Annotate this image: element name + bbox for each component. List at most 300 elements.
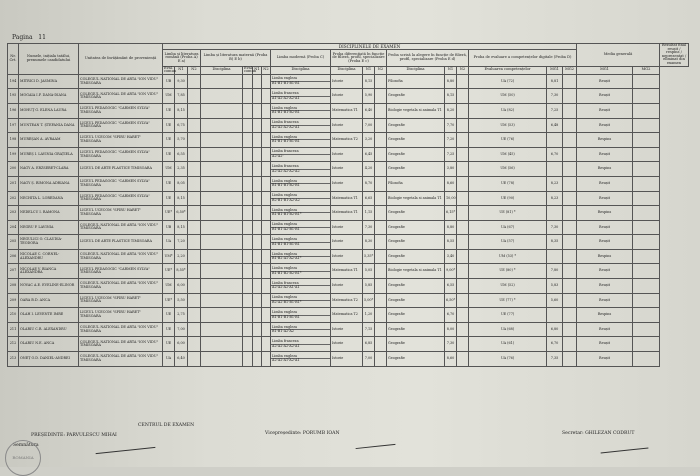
sub-eval-materna: Eval. comun [244, 65, 257, 74]
row-n2-profil [375, 147, 387, 162]
row-mg1 [547, 162, 563, 177]
row-n1-materna [253, 118, 262, 133]
row-n2-romana [188, 249, 201, 264]
row-n2-materna [262, 191, 271, 206]
row-school: LICEUL UCECOM "SPIRU HARET" TIMISOARA [79, 293, 163, 308]
row-language: Limba engleza [272, 324, 298, 329]
row-language-levels: A2-A2-A2-A2-A2 [271, 169, 330, 174]
row-n2-profil [375, 322, 387, 337]
row-disc-profil: Istorie [331, 352, 363, 367]
row-eval-materna [243, 220, 253, 235]
row-n2-profil [375, 74, 387, 89]
table-row [8, 103, 689, 118]
row-result: Reușit [577, 176, 633, 191]
row-disc-alegere: Biologie vegetala si animala T1 [387, 191, 445, 206]
row-n2-materna [262, 220, 271, 235]
row-n2-romana [188, 352, 201, 367]
sub-n1-alegere: N1 [445, 66, 457, 74]
row-language: Limba engleza [272, 134, 298, 139]
row-mg1 [547, 206, 563, 221]
row-mg2 [563, 162, 577, 177]
row-eval-materna [243, 337, 253, 352]
row-mg1: 5,60 [547, 293, 563, 308]
row-n1-materna [253, 352, 262, 367]
row-nota-profil: 5,90 [363, 89, 375, 104]
row-mg1: 8,23 [547, 191, 563, 206]
row-nota-profil: 5,35* [363, 249, 375, 264]
row-nr: 200 [8, 162, 19, 177]
row-n2-materna [262, 74, 271, 89]
row-result: Reușit [577, 322, 633, 337]
row-language: Limba engleza [272, 309, 298, 314]
row-moderna [271, 103, 331, 118]
row-result-2 [633, 322, 660, 337]
row-eval-romana: UA [163, 352, 175, 367]
col-alegere: Proba scrisă la alegere în funcție de filieră, profil, specializare (Proba E d) [387, 50, 469, 66]
row-disc-materna [201, 308, 243, 323]
row-disc-profil: Matematica T1 [331, 206, 363, 221]
row-disc-materna [201, 147, 243, 162]
sub-disc-alegere: Disciplina [387, 66, 445, 74]
row-nota-profil: 5,05 [363, 264, 375, 279]
row-nota-alegere: 6,55 [445, 279, 457, 294]
row-n2-romana [188, 74, 201, 89]
row-eval-romana: UM* [163, 249, 175, 264]
row-mg1: 7,35 [547, 352, 563, 367]
sub-n2-alegere: N2 [457, 66, 469, 74]
row-nota-alegere: 10,00 [445, 191, 457, 206]
row-mg1: 8,23 [547, 176, 563, 191]
row-language: Limba franceza [272, 339, 299, 344]
row-result-2 [633, 89, 660, 104]
row-nr: 204 [8, 220, 19, 235]
row-nota-romana: 6,55 [175, 147, 188, 162]
row-language: Limba engleza [272, 76, 298, 81]
row-result: Reușit [577, 264, 633, 279]
row-name: MOGAIA I.F. DANA-DIANA [19, 89, 79, 104]
row-n2-alegere [457, 176, 469, 191]
row-n2-materna [262, 352, 271, 367]
row-nota-romana: 8,05 [175, 176, 188, 191]
row-nota-alegere: 7,70 [445, 118, 457, 133]
row-eval-romana: UE [163, 337, 175, 352]
row-disc-alegere: Geografie [387, 206, 445, 221]
row-mg2 [563, 249, 577, 264]
row-n2-materna [262, 308, 271, 323]
row-disc-profil: Matematica T1 [331, 264, 363, 279]
row-nota-romana: 8,55* [175, 264, 188, 279]
row-digitale: UA (76) [469, 352, 547, 367]
col-final: Rezultat final reușit / respins / neprezentat / eliminat din examen [660, 44, 689, 67]
row-eval-materna [243, 176, 253, 191]
row-mg2 [563, 89, 577, 104]
page-label-text: Pagina [12, 34, 33, 41]
row-language-levels: A2-A2-A2-A2-A1 [271, 344, 330, 349]
row-nr: 203 [8, 206, 19, 221]
row-nr: 209 [8, 293, 19, 308]
row-language-levels: B1-B1-B1-B1-B1 [271, 242, 330, 247]
row-moderna [271, 249, 331, 264]
row-nota-alegere: 6,70 [445, 308, 457, 323]
row-language-levels: B1-B1-B1-B2-B1 [271, 110, 330, 115]
table-row [8, 352, 689, 367]
row-mg2 [563, 264, 577, 279]
row-nota-profil: 8,15 [363, 74, 375, 89]
sub-n1-profil: N1 [363, 66, 375, 74]
row-n2-alegere [457, 74, 469, 89]
row-moderna [271, 147, 331, 162]
row-n2-romana [188, 322, 201, 337]
row-name: MITRICI D. JASMINA [19, 74, 79, 89]
row-school: LICEUL PEDAGOGIC "CARMEN SYLVA" TIMISOARA [79, 147, 163, 162]
row-school: LICEUL PEDAGOGIC "CARMEN SYLVA" TIMISOARA [79, 264, 163, 279]
row-n1-materna [253, 264, 262, 279]
row-result-2 [633, 133, 660, 148]
row-language: Limba engleza [272, 236, 298, 241]
row-moderna [271, 337, 331, 352]
row-result-2 [633, 264, 660, 279]
row-language-levels: B1-B1-B1-B2-B1 [271, 183, 330, 188]
row-name: NAGY Ș. RIMONA ADRIANA [19, 176, 79, 191]
row-disc-alegere: Geografie [387, 352, 445, 367]
table-row [8, 279, 689, 294]
row-eval-materna [243, 74, 253, 89]
row-mg2 [563, 220, 577, 235]
row-disc-alegere: Geografie [387, 118, 445, 133]
table-body [8, 74, 689, 366]
row-nr: 212 [8, 337, 19, 352]
row-result: Reușit [577, 103, 633, 118]
row-n2-alegere [457, 162, 469, 177]
row-moderna [271, 220, 331, 235]
col-romana: Limba și literatura română (Proba A) E a) [163, 50, 201, 66]
row-n2-alegere [457, 220, 469, 235]
row-eval-materna [243, 206, 253, 221]
row-language-levels: B1-B1-B2-B2-B1* [271, 271, 330, 276]
row-n1-materna [253, 147, 262, 162]
row-nota-romana: 9,30 [175, 74, 188, 89]
row-n2-alegere [457, 103, 469, 118]
row-moderna [271, 191, 331, 206]
vice-president: Vicepreședinte: PORUMB IOAN [265, 431, 340, 436]
row-mg1 [547, 308, 563, 323]
row-digitale: UA (61) [469, 337, 547, 352]
row-eval-materna [243, 147, 253, 162]
row-language-levels: A2-A2-A1-A2-A1 [271, 358, 330, 363]
sub-mg1: MG1 [547, 66, 563, 74]
row-nr: 198 [8, 133, 19, 148]
row-moderna [271, 89, 331, 104]
row-eval-romana: UE [163, 308, 175, 323]
sub-n2: N2 [188, 66, 201, 74]
row-language: Limba engleza [272, 193, 298, 198]
row-digitale: UA (72) [469, 74, 547, 89]
row-result-2 [633, 206, 660, 221]
row-result: Reușit [577, 293, 633, 308]
row-moderna [271, 308, 331, 323]
secretary-signature [600, 438, 649, 454]
row-nr: 206 [8, 249, 19, 264]
row-n2-romana [188, 279, 201, 294]
row-nota-alegere: 9,00* [445, 264, 457, 279]
row-language: Limba engleza [272, 353, 298, 358]
row-n2-alegere [457, 118, 469, 133]
row-n2-romana [188, 235, 201, 250]
row-nota-alegere: 8,20 [445, 103, 457, 118]
row-disc-profil: Istorie [331, 118, 363, 133]
row-result-2 [633, 118, 660, 133]
table-row [8, 337, 689, 352]
row-digitale: UE (81) * [469, 206, 547, 221]
row-moderna [271, 133, 331, 148]
row-n2-materna [262, 279, 271, 294]
row-nota-alegere: 7,25 [445, 147, 457, 162]
row-moderna [271, 206, 331, 221]
exam-center: CENTRUL DE EXAMEN [138, 423, 195, 428]
row-n2-materna [262, 206, 271, 221]
row-language-levels: A2-A2-A2-A2-A1 [271, 125, 330, 130]
table-row [8, 293, 689, 308]
row-nota-profil: 7,15 [363, 322, 375, 337]
row-nota-profil: 1,15 [363, 206, 375, 221]
row-result-2 [633, 74, 660, 89]
row-n2-romana [188, 103, 201, 118]
row-school: COLEGIUL NATIONAL DE ARTA "ION VIDU" TIMISOARA [79, 74, 163, 89]
row-n2-materna [262, 103, 271, 118]
col-medie: Media generală [577, 44, 660, 67]
row-n2-profil [375, 264, 387, 279]
row-mg1: 6,70 [547, 147, 563, 162]
row-moderna [271, 352, 331, 367]
row-school: LICEUL PEDAGOGIC "CARMEN SYLVA" TIMISOARA [79, 176, 163, 191]
row-eval-materna [243, 293, 253, 308]
sub-m2: MG2 [633, 66, 660, 74]
row-name: NICOLAE C. CORNEL-ALEXANDRU [19, 249, 79, 264]
row-disc-materna [201, 162, 243, 177]
row-n2-profil [375, 118, 387, 133]
row-school: LICEUL UCECOM "SPIRU HARET" TIMISOARA [79, 133, 163, 148]
row-moderna [271, 162, 331, 177]
row-eval-materna [243, 162, 253, 177]
row-name: NEGRU P. LAVINIA [19, 220, 79, 235]
row-disc-materna [201, 279, 243, 294]
row-school: COLEGIUL NATIONAL DE ARTA "ION VIDU" TIMISOARA [79, 352, 163, 367]
col-profil: Proba diferențiată în funcție de filieră, profil, specializare (Proba E c) [331, 50, 387, 66]
row-n1-materna [253, 89, 262, 104]
row-n2-materna [262, 118, 271, 133]
row-disc-materna [201, 322, 243, 337]
row-disc-profil: Matematica T1 [331, 191, 363, 206]
row-eval-materna [243, 264, 253, 279]
row-eval-romana: UE* [163, 206, 175, 221]
row-n2-materna [262, 337, 271, 352]
row-language: Limba franceza [272, 91, 299, 96]
row-nr: 197 [8, 118, 19, 133]
row-school: LICEUL PEDAGOGIC "CARMEN SYLVA" TIMISOARA [79, 118, 163, 133]
row-mg2 [563, 322, 577, 337]
row-nota-alegere: 8,00 [445, 322, 457, 337]
row-n2-materna [262, 133, 271, 148]
row-disc-alegere: Geografie [387, 308, 445, 323]
row-eval-romana: UE [163, 147, 175, 162]
row-n1-materna [253, 322, 262, 337]
row-disc-materna [201, 133, 243, 148]
row-eval-romana: UM [163, 279, 175, 294]
row-name: NECHITA L. LOREDANA [19, 191, 79, 206]
row-nota-profil: 7,30 [363, 220, 375, 235]
row-name: NAGY A. ERZSEBET-CLARA [19, 162, 79, 177]
row-name: OARA B.D. ANCA [19, 293, 79, 308]
row-n2-materna [262, 162, 271, 177]
row-n2-alegere [457, 308, 469, 323]
row-school: COLEGIUL NATIONAL DE ARTA "ION VIDU" TIMISOARA [79, 337, 163, 352]
row-n2-materna [262, 89, 271, 104]
row-n2-profil [375, 293, 387, 308]
row-disc-materna [201, 118, 243, 133]
row-result: Respins [577, 162, 633, 177]
row-digitale: UM (45) [469, 147, 547, 162]
row-disc-materna [201, 235, 243, 250]
row-language: Limba engleza [272, 222, 298, 227]
row-nota-alegere: 8,60 [445, 352, 457, 367]
row-eval-romana: UE [163, 176, 175, 191]
row-n2-romana [188, 191, 201, 206]
row-disc-profil: Matematica T2 [331, 133, 363, 148]
row-n2-materna [262, 235, 271, 250]
row-disc-profil: Istorie [331, 249, 363, 264]
row-language: Limba engleza [272, 251, 298, 256]
row-name: OLARIU N.E. ANCA [19, 337, 79, 352]
row-disc-profil: Istorie [331, 147, 363, 162]
row-n1-materna [253, 220, 262, 235]
row-nota-profil: 8,30 [363, 235, 375, 250]
row-language-levels: B1-B1-B1-B1-B1 [271, 81, 330, 86]
row-n2-romana [188, 118, 201, 133]
sub-eval: Eval. comun [164, 65, 177, 74]
row-nota-romana: 2,75 [175, 308, 188, 323]
row-nr: 194 [8, 74, 19, 89]
row-eval-romana: UE* [163, 293, 175, 308]
row-moderna [271, 176, 331, 191]
row-mg2 [563, 235, 577, 250]
row-digitale: UM (53) * [469, 249, 547, 264]
row-result-2 [633, 279, 660, 294]
row-nota-romana: 5,70 [175, 133, 188, 148]
row-n2-profil [375, 337, 387, 352]
row-disc-profil: Istorie [331, 176, 363, 191]
row-mg2 [563, 352, 577, 367]
row-nota-romana: 5,50 [175, 293, 188, 308]
row-result: Reușit [577, 118, 633, 133]
row-digitale: UM (53) [469, 118, 547, 133]
row-eval-materna [243, 133, 253, 148]
row-disc-materna [201, 249, 243, 264]
table-row [8, 249, 689, 264]
col-digitale: Proba de evaluare a competențelor digitale (Proba D) [469, 50, 577, 66]
row-result-2 [633, 352, 660, 367]
sub-n2-materna: N2 [262, 66, 271, 74]
row-result-2 [633, 103, 660, 118]
row-nr: 196 [8, 103, 19, 118]
row-eval-romana: UE* [163, 264, 175, 279]
row-result: Reușit [577, 89, 633, 104]
row-nota-romana: 2,35 [175, 162, 188, 177]
sub-mg2: MG2 [563, 66, 577, 74]
row-nota-alegere: 8,80 [445, 74, 457, 89]
row-n2-romana [188, 133, 201, 148]
col-school: Unitatea de învățământ de proveniență [79, 44, 163, 75]
row-name: MUREȘ I. LAVINIA GRAȚIELA [19, 147, 79, 162]
row-language: Limba franceza [272, 164, 299, 169]
row-digitale: UA (82) [469, 103, 547, 118]
row-n1-materna [253, 133, 262, 148]
row-mg1: 6,70 [547, 337, 563, 352]
row-mg2 [563, 147, 577, 162]
row-nota-profil: 3,20 [363, 133, 375, 148]
row-language-levels: B1-B1-A2-A2 [271, 329, 330, 334]
row-school: COLEGIUL NATIONAL DE ARTA "ION VIDU" TIMISOARA [79, 220, 163, 235]
row-n2-alegere [457, 133, 469, 148]
row-n1-materna [253, 293, 262, 308]
row-n2-alegere [457, 322, 469, 337]
row-nota-profil: 6,40 [363, 103, 375, 118]
row-n1-materna [253, 249, 262, 264]
row-moderna [271, 293, 331, 308]
official-stamp [5, 440, 41, 476]
row-result-2 [633, 293, 660, 308]
row-n2-profil [375, 352, 387, 367]
row-eval-materna [243, 249, 253, 264]
row-n2-alegere [457, 352, 469, 367]
row-result: Respins [577, 308, 633, 323]
row-mg1: 8,35 [547, 235, 563, 250]
row-disc-alegere: Geografie [387, 89, 445, 104]
row-disc-profil: Istorie [331, 322, 363, 337]
row-language: Limba engleza [272, 207, 298, 212]
row-n1-materna [253, 235, 262, 250]
row-nota-alegere: 8,15 [445, 89, 457, 104]
row-n2-profil [375, 235, 387, 250]
row-nota-profil: 5,85 [363, 279, 375, 294]
table-row [8, 220, 689, 235]
row-nota-romana: 8,15 [175, 191, 188, 206]
row-mg1: 5,83 [547, 279, 563, 294]
row-disc-profil: Matematica T1 [331, 103, 363, 118]
row-n2-alegere [457, 279, 469, 294]
row-eval-romana: UE [163, 118, 175, 133]
row-mg2 [563, 133, 577, 148]
row-n2-alegere [457, 293, 469, 308]
row-digitale: UM (52) [469, 279, 547, 294]
row-n2-materna [262, 147, 271, 162]
row-language-levels: B2-B1-B1-A2-A2 [271, 198, 330, 203]
signature-label: Semnătura [13, 443, 39, 448]
row-mg1: 7,30 [547, 89, 563, 104]
row-result: Reușit [577, 337, 633, 352]
footer [0, 420, 700, 467]
row-language-levels: B1-B2-A1-A2-A1* [271, 256, 330, 261]
row-language-levels: A2-A2-A2-A1-A1 [271, 285, 330, 290]
row-n2-alegere [457, 89, 469, 104]
row-disc-alegere: Filosofia [387, 176, 445, 191]
col-nr: Nr. Crt. [8, 44, 19, 75]
row-nota-alegere: 3,40 [445, 249, 457, 264]
row-result-2 [633, 191, 660, 206]
row-name: NICOLAE V. BIANCA ALEXANDRA [19, 264, 79, 279]
row-language-levels: B1-B1-B1-B1-B1 [271, 139, 330, 144]
row-nota-romana: 6,40 [175, 352, 188, 367]
row-n2-profil [375, 220, 387, 235]
